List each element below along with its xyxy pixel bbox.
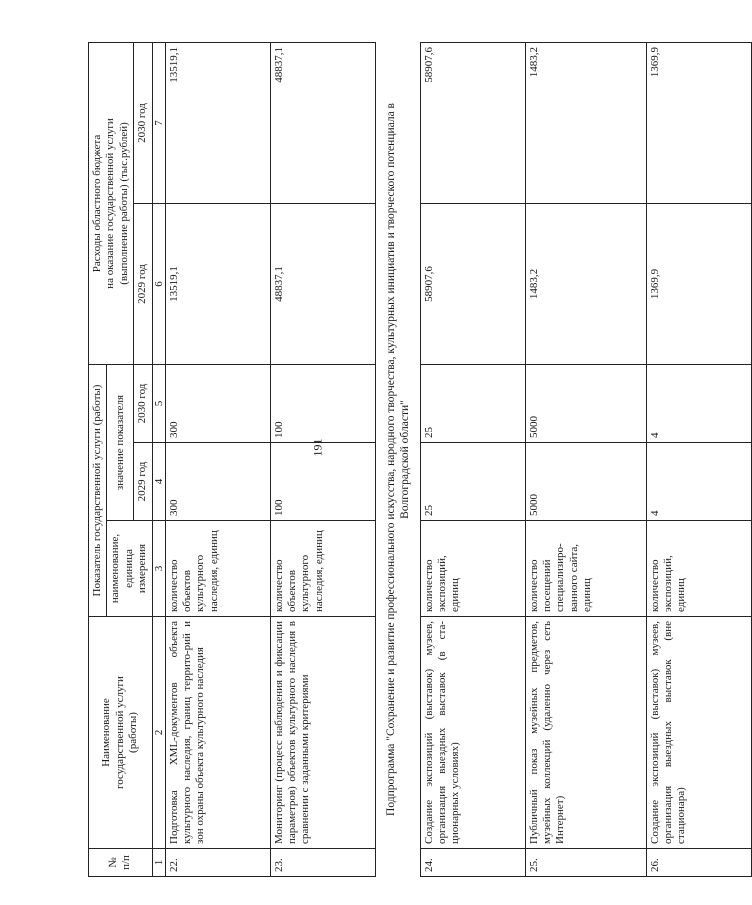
budget-2030-cell: 1483,2: [525, 42, 646, 203]
column-number: 3: [152, 521, 165, 617]
column-number: 2: [152, 617, 165, 849]
column-number: 6: [152, 204, 165, 365]
table-row: [525, 42, 646, 876]
table-row: [646, 42, 751, 876]
service-name-cell: Создание экспозиций (выставок) музеев, организация выездных выставок (вне стационара): [646, 617, 751, 849]
column-number: 7: [152, 42, 165, 203]
services-table: [88, 42, 752, 877]
header-no: № п/п: [89, 849, 153, 877]
budget-2029-cell: 1483,2: [525, 204, 646, 365]
header-value-2030: 2030 год: [134, 365, 152, 443]
column-number: 4: [152, 443, 165, 521]
service-name-cell: Подготовка XML-документов объекта культурного наследия, границ террито-рий и зон охраны объекта культурного наследия: [165, 617, 270, 849]
value-2029-cell: 100: [270, 443, 375, 521]
header-budget-2029: 2029 год: [134, 204, 152, 365]
column-number: 5: [152, 365, 165, 443]
column-number: 1: [152, 849, 165, 877]
subprogram-title: Подпрограмма "Сохранение и развитие профессионального искусства, народного творчества, культурных инициатив и творческого потенциала в Волгоградской области": [384, 103, 411, 816]
value-2029-cell: 5000: [525, 443, 646, 521]
header-value-2029: 2029 год: [134, 443, 152, 521]
row-number: 25.: [525, 849, 646, 877]
budget-2029-cell: 1369,9: [646, 204, 751, 365]
unit-cell: количество экспозиций, единиц: [420, 521, 525, 617]
budget-2030-cell: 13519,1: [165, 42, 270, 203]
header-unit-name: наименование, единица измерения: [107, 521, 152, 617]
table-row: [165, 42, 270, 876]
budget-2030-cell: 1369,9: [646, 42, 751, 203]
row-number: 23.: [270, 849, 375, 877]
table-row: [270, 42, 375, 876]
value-2029-cell: 25: [420, 443, 525, 521]
column-number-row: [152, 42, 165, 876]
service-name-cell: Мониторинг (процесс наблюдения и фиксации параметров) объектов культурного наследия в сравнении с заданными критериями: [270, 617, 375, 849]
unit-cell: количество объектов культурного наследия, единиц: [270, 521, 375, 617]
budget-2029-cell: 13519,1: [165, 204, 270, 365]
header-indicator-group: Показатель государственной услуги (работы): [89, 365, 107, 617]
budget-2029-cell: 48837,1: [270, 204, 375, 365]
value-2029-cell: 300: [165, 443, 270, 521]
header-service-name: Наименование государственной услуги (работы): [89, 617, 153, 849]
value-2030-cell: 5000: [525, 365, 646, 443]
value-2030-cell: 100: [270, 365, 375, 443]
budget-2030-cell: 58907,6: [420, 42, 525, 203]
row-number: 24.: [420, 849, 525, 877]
row-number: 26.: [646, 849, 751, 877]
budget-2030-cell: 48837,1: [270, 42, 375, 203]
page-number: 191: [310, 438, 325, 457]
header-budget-2030: 2030 год: [134, 42, 152, 203]
subprogram-row: [375, 42, 420, 876]
value-2030-cell: 4: [646, 365, 751, 443]
rotated-sheet: [88, 43, 688, 877]
row-number: 22.: [165, 849, 270, 877]
unit-cell: количество посещений специализиро-ванного сайта, единиц: [525, 521, 646, 617]
value-2029-cell: 4: [646, 443, 751, 521]
service-name-cell: Публичный показ музейных предметов, музейных коллекций (удаленно через сеть Интернет): [525, 617, 646, 849]
header-value-group: значение показателя: [107, 365, 134, 521]
value-2030-cell: 300: [165, 365, 270, 443]
unit-cell: количество экспозиций, единиц: [646, 521, 751, 617]
table-row: [420, 42, 525, 876]
unit-cell: количество объектов культурного наследия, единиц: [165, 521, 270, 617]
budget-2029-cell: 58907,6: [420, 204, 525, 365]
value-2030-cell: 25: [420, 365, 525, 443]
service-name-cell: Создание экспозиций (выставок) музеев, организация выездных выставок (в ста-ционарных условиях): [420, 617, 525, 849]
header-budget-group: Расходы областного бюджета на оказание государственной услуги (выполнение работы) (тыс.рублей): [89, 42, 134, 364]
